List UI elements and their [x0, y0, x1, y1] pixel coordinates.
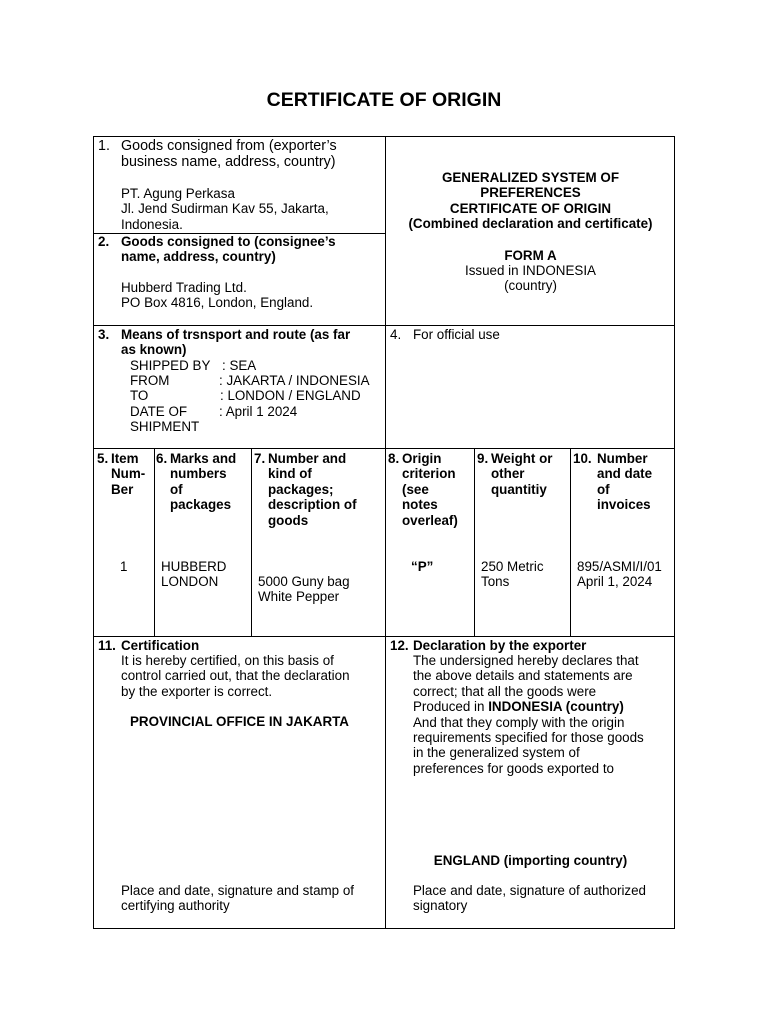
- exporter-address-line1: Jl. Jend Sudirman Kav 55, Jakarta,: [121, 201, 329, 217]
- document-title: CERTIFICATE OF ORIGIN: [266, 89, 502, 111]
- description-line1: 5000 Guny bag: [258, 574, 350, 589]
- box11-text-line2: control carried out, that the declaration: [121, 668, 350, 684]
- issued-in: Issued in INDONESIA: [465, 263, 596, 279]
- box11-heading: Certification: [121, 638, 200, 653]
- box2-heading-line2: name, address, country): [121, 249, 276, 265]
- box12-text-line6: requirements specified for those goods: [413, 730, 644, 746]
- shipped-by-value: : SEA: [222, 358, 257, 373]
- importing-country: ENGLAND (importing country): [433, 853, 628, 868]
- consignee-name: Hubberd Trading Ltd.: [121, 280, 247, 295]
- item-number: 1: [120, 559, 128, 574]
- invoice-number: 895/ASMI/I/01: [577, 559, 662, 574]
- exporter-name: PT. Agung Perkasa: [121, 186, 235, 201]
- col6-number: 6.: [156, 451, 168, 466]
- box12-number: 12.: [390, 638, 409, 653]
- from-label: FROM: [130, 373, 170, 388]
- col8-line1: Origin: [402, 451, 442, 466]
- issued-country-label: (country): [504, 278, 557, 294]
- col10-number: 10.: [573, 451, 592, 466]
- col7-line5: goods: [268, 512, 309, 528]
- box3-heading-line1: Means of trsnsport and route (as far: [121, 327, 351, 342]
- box12-footer-line2: signatory: [413, 898, 468, 914]
- box12-text-line3: correct; that all the goods were: [413, 683, 597, 699]
- weight-line1: 250 Metric: [481, 559, 544, 574]
- col8-line5: overleaf): [402, 512, 458, 528]
- to-label: TO: [130, 388, 149, 403]
- header-line1: GENERALIZED SYSTEM OF: [441, 170, 620, 185]
- col6-line2: numbers: [170, 466, 227, 482]
- col5-line3: Ber: [111, 481, 134, 497]
- box12-text-line2: the above details and statements are: [413, 668, 633, 684]
- box2-number: 2.: [98, 234, 110, 249]
- marks-line1: HUBBERD: [161, 559, 227, 574]
- to-value: : LONDON / ENGLAND: [220, 388, 361, 403]
- box1-heading-line1: Goods consigned from (exporter’s: [121, 138, 337, 154]
- col9-line1: Weight or: [491, 451, 553, 466]
- box11-footer-line1: Place and date, signature and stamp of: [121, 883, 355, 898]
- date-of-shipment-label-line2: SHIPMENT: [130, 419, 200, 435]
- box2-heading-line1: Goods consigned to (consignee’s: [121, 234, 336, 249]
- col10-line2: and date: [597, 466, 653, 482]
- box11-footer-line2: certifying authority: [121, 898, 230, 914]
- col8-line3: (see: [402, 481, 429, 497]
- box12-text-line1: The undersigned hereby declares that: [413, 653, 639, 668]
- origin-criterion: “P”: [411, 559, 434, 574]
- box12-footer-line1: Place and date, signature of authorized: [413, 883, 647, 898]
- from-value: : JAKARTA / INDONESIA: [219, 373, 370, 388]
- col8-line2: criterion: [402, 466, 456, 482]
- header-line4: (Combined declaration and certificate): [408, 216, 653, 232]
- description-line2: White Pepper: [258, 589, 340, 605]
- col6-line1: Marks and: [170, 451, 237, 466]
- box11-text-line3: by the exporter is correct.: [121, 683, 273, 699]
- date-of-shipment-value: : April 1 2024: [219, 404, 298, 419]
- box12-text-line4-prefix: Produced in: [413, 699, 489, 715]
- box12-heading: Declaration by the exporter: [413, 638, 587, 653]
- col5-line2: Num-: [111, 466, 146, 482]
- col7-line1: Number and: [268, 451, 347, 466]
- header-line3: CERTIFICATE OF ORIGIN: [449, 200, 612, 216]
- form-header: [386, 170, 675, 294]
- col9-line3: quantitiy: [491, 481, 547, 497]
- col7-line4: description of: [268, 497, 357, 513]
- box4-number: 4.: [390, 327, 402, 342]
- invoice-date: April 1, 2024: [577, 574, 653, 590]
- consignee-address: PO Box 4816, London, England.: [121, 295, 314, 311]
- box11-text-line1: It is hereby certified, on this basis of: [121, 653, 334, 668]
- producing-country: INDONESIA (country): [488, 699, 624, 715]
- weight-line2: Tons: [481, 574, 510, 590]
- col6-line4: packages: [170, 497, 232, 513]
- marks-line2: LONDON: [161, 574, 219, 590]
- col7-number: 7.: [254, 451, 266, 466]
- col10-line3: of: [597, 481, 610, 497]
- col5-line1: Item: [111, 451, 139, 466]
- provincial-office: PROVINCIAL OFFICE IN JAKARTA: [130, 714, 349, 729]
- box12-text-line7: in the generalized system of: [413, 745, 580, 761]
- form-a-label: FORM A: [504, 247, 557, 263]
- col10-line4: invoices: [597, 497, 651, 513]
- box3-heading-line2: as known): [121, 342, 187, 358]
- header-line2: PREFERENCES: [480, 185, 581, 201]
- date-of-shipment-label-line1: DATE OF: [130, 404, 188, 419]
- col6-line3: of: [170, 481, 183, 497]
- box1-number: 1.: [98, 138, 110, 154]
- col8-line4: notes: [402, 497, 438, 513]
- box1-heading-line2: business name, address, country): [121, 154, 336, 170]
- box11-number: 11.: [98, 638, 116, 653]
- exporter-address-line2: Indonesia.: [121, 216, 183, 232]
- box12-text-line8: preferences for goods exported to: [413, 760, 614, 776]
- col7-line3: packages;: [268, 481, 334, 497]
- col10-line1: Number: [597, 451, 648, 466]
- official-use-label: For official use: [413, 327, 500, 342]
- col9-line2: other: [491, 466, 525, 482]
- col8-number: 8.: [388, 451, 400, 466]
- box12-text-line5: And that they comply with the origin: [413, 714, 625, 730]
- col7-line2: kind of: [268, 466, 312, 482]
- col5-number: 5.: [97, 451, 109, 466]
- col9-number: 9.: [477, 451, 489, 466]
- shipped-by-label: SHIPPED BY: [130, 358, 211, 373]
- box3-number: 3.: [98, 327, 110, 342]
